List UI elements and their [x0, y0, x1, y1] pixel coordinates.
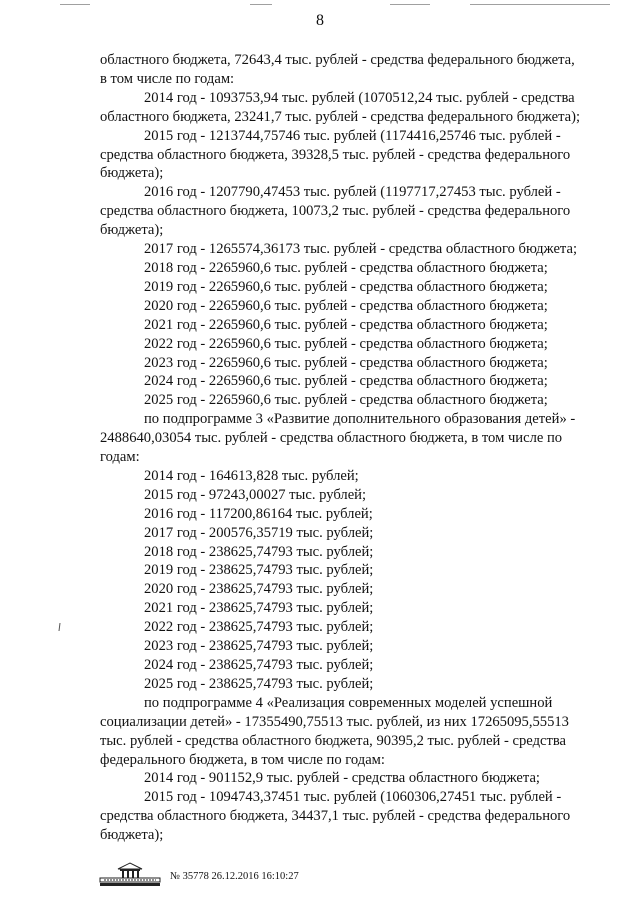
text-line: 2016 год - 1207790,47453 тыс. рублей (1197717,27453 тыс. рублей -: [144, 184, 561, 201]
text-line: социализации детей» - 17355490,75513 тыс. рублей, из них 17265095,55513: [100, 713, 569, 730]
year-line: 2024 год - 238625,74793 тыс. рублей;: [144, 657, 374, 673]
year-line: 2022 год - 238625,74793 тыс. рублей;: [144, 619, 374, 636]
year-entry: [100, 89, 612, 127]
year-entry: [100, 788, 612, 845]
year-line: 2024 год - 2265960,6 тыс. рублей - средства областного бюджета;: [144, 373, 548, 390]
year-line: 2019 год - 2265960,6 тыс. рублей - средства областного бюджета;: [144, 278, 548, 295]
year-line: 2014 год - 901152,9 тыс. рублей - средства областного бюджета;: [144, 770, 540, 787]
text-line: годам:: [100, 449, 140, 466]
year-line: 2015 год - 97243,00027 тыс. рублей;: [144, 486, 367, 503]
year-line: 2017 год - 200576,35719 тыс. рублей;: [144, 524, 374, 541]
text-line: средства областного бюджета, 10073,2 тыс. рублей - средства федерального: [100, 203, 571, 220]
text-line: областного бюджета, 23241,7 тыс. рублей - средства федерального бюджета);: [100, 108, 581, 125]
year-line: 2020 год - 238625,74793 тыс. рублей;: [144, 581, 374, 598]
year-line: 2023 год - 2265960,6 тыс. рублей - средства областного бюджета;: [144, 354, 548, 371]
year-line: 2025 год - 238625,74793 тыс. рублей;: [144, 675, 374, 692]
text-line: областного бюджета, 72643,4 тыс. рублей - средства федерального бюджета,: [100, 52, 575, 68]
year-line: 2022 год - 2265960,6 тыс. рублей - средства областного бюджета;: [144, 335, 548, 352]
document-footer: [98, 861, 498, 891]
text-line: средства областного бюджета, 34437,1 тыс. рублей - средства федерального: [100, 808, 571, 825]
text-line: федерального бюджета, в том числе по годам:: [100, 751, 385, 768]
text-line: 2015 год - 1094743,37451 тыс. рублей (1060306,27451 тыс. рублей -: [144, 789, 562, 806]
year-line: 2016 год - 117200,86164 тыс. рублей;: [144, 505, 373, 522]
text-line: бюджета);: [100, 222, 164, 239]
text-line: 2014 год - 1093753,94 тыс. рублей (1070512,24 тыс. рублей - средства: [144, 89, 575, 106]
text-line: по подпрограмме 4 «Реализация современных моделей успешной: [144, 694, 553, 711]
year-line: 2018 год - 238625,74793 тыс. рублей;: [144, 543, 374, 560]
year-entry: [100, 127, 612, 184]
text-line: бюджета);: [100, 165, 164, 182]
text-line: тыс. рублей - средства областного бюджета, 90395,2 тыс. рублей - средства: [100, 732, 567, 749]
registration-stamp: № 35778 26.12.2016 16:10:27: [170, 871, 299, 882]
subprogram-3-heading: [100, 410, 612, 467]
text-line: 2015 год - 1213744,75746 тыс. рублей (1174416,25746 тыс. рублей -: [144, 127, 561, 144]
year-line: 2017 год - 1265574,36173 тыс. рублей - средства областного бюджета;: [144, 241, 578, 258]
year-line: 2021 год - 238625,74793 тыс. рублей;: [144, 600, 374, 617]
document-body: [100, 51, 612, 845]
text-line: бюджета);: [100, 827, 164, 844]
year-line: 2021 год - 2265960,6 тыс. рублей - средства областного бюджета;: [144, 316, 548, 333]
year-line: 2020 год - 2265960,6 тыс. рублей - средства областного бюджета;: [144, 297, 548, 314]
year-entry: [100, 183, 612, 240]
year-line: 2019 год - 238625,74793 тыс. рублей;: [144, 562, 374, 579]
year-line: 2018 год - 2265960,6 тыс. рублей - средства областного бюджета;: [144, 259, 548, 276]
text-line: средства областного бюджета, 39328,5 тыс. рублей - средства федерального: [100, 146, 571, 163]
year-line: 2025 год - 2265960,6 тыс. рублей - средства областного бюджета;: [144, 392, 548, 409]
text-line: в том числе по годам:: [100, 70, 235, 87]
year-line: 2023 год - 238625,74793 тыс. рублей;: [144, 638, 374, 655]
subprogram-4-heading: [100, 694, 612, 770]
stray-mark: [58, 618, 61, 626]
text-line: 2488640,03054 тыс. рублей - средства областного бюджета, в том числе по: [100, 430, 563, 447]
year-line: 2014 год - 164613,828 тыс. рублей;: [144, 467, 359, 484]
registry-logo-icon: [98, 861, 162, 887]
page-number: 8: [316, 12, 324, 29]
text-line: по подпрограмме 3 «Развитие дополнительного образования детей» -: [144, 411, 576, 428]
